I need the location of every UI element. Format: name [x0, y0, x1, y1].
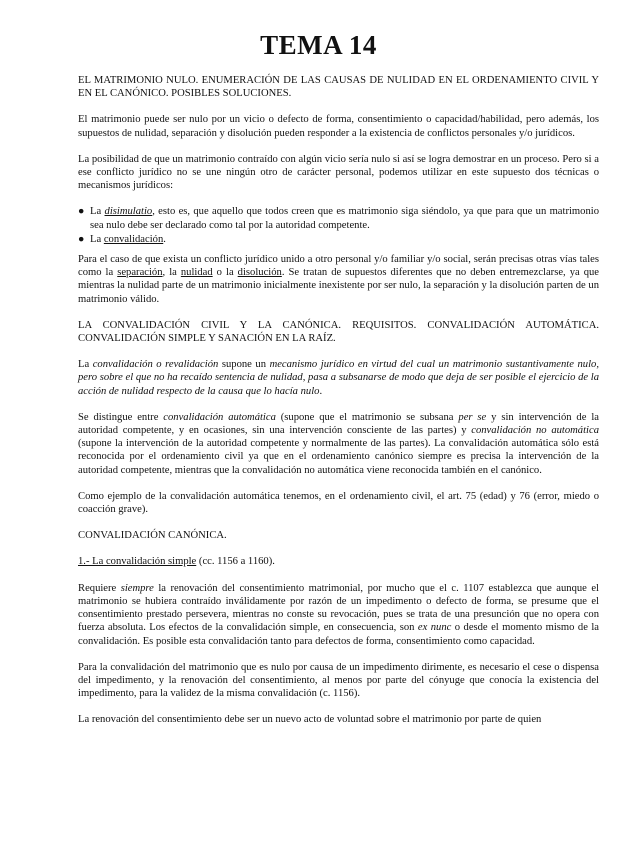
document-body [78, 74, 599, 740]
paragraph-tipos: Se distingue entre convalidación automática (supone que el matrimonio se subsana per se y sin intervención de la autoridad competente, y en ocasiones, sin una intervención consciente de las partes) y convalidación no automática (supone la intervención de la autoridad competente y normalmente de las partes). La convalidación automática sólo está reconocida por el ordenamiento civil ya que en el ordenamiento canónico siempre es precisa la intervención de la autoridad competente, mientras que la convalidación no automática viene reconocida también en el canónico. [78, 411, 599, 476]
bullet-icon: ● [78, 233, 85, 245]
paragraph-definicion: La convalidación o revalidación supone un mecanismo jurídico en virtud del cual un matrimonio sustantivamente nulo, pero sobre el que no ha recaído sentencia de nulidad, pasa a subsanarse de modo que deja de ser posible el ejercicio de la acción de nulidad respecto de la causa que lo hacía nulo. [78, 359, 599, 397]
term-nulidad: nulidad [180, 267, 213, 279]
paragraph-mecanismos: La posibilidad de que un matrimonio contraído con algún vicio sería nulo si así se logra demostrar en un proceso. Pero si a ese conflicto jurídico no se une ningún otro de carácter personal, podemos utilizar en este supuesto dos técnicas o mecanismos jurídicos: [78, 153, 599, 192]
term-disolucion: disolución [237, 267, 282, 279]
paragraph-otras-vias: Para el caso de que exista un conflicto jurídico unido a otro personal y/o familiar y/o social, serán precisas otras vías tales como la separación, la nulidad o la disolución. Se tratan de supuestos diferentes que no deben entremezclarse, ya que mientras la nulidad parte de un matrimonio inicialmente inexistente por ser nulo, la separación y la disolución parten de un matrimonio válido. [78, 254, 600, 305]
paragraph-requisitos: Requiere siempre la renovación del consentimiento matrimonial, por mucho que el c. 1107 establezca que aunque el matrimonio se hubiera contraído inválidamente por razón de un impedimento o defecto de forma, se presume que el consentimiento prestado persevera, mientras no conste su revocación, pues se trata de una presunción que no opera con fuerza absoluta. Los efectos de la convalidación simple, en consecuencia, son ex nunc o desde el momento mismo de la convalidación. Es posible esta convalidación tanto para defectos de forma, consentimiento como capacidad. [78, 582, 599, 647]
paragraph-impedimento: Para la convalidación del matrimonio que es nulo por causa de un impedimento dirimente, es necesario el cese o dispensa del impedimento, y la renovación del consentimiento, al menos por parte del cónyuge que conocía la existencia del impedimento, para la validez de la misma convalidación (c. 1156). [78, 661, 599, 700]
section-heading-convalidacion: LA CONVALIDACIÓN CIVIL Y LA CANÓNICA. REQUISITOS. CONVALIDACIÓN AUTOMÁTICA. CONVALIDACIÓN SIMPLE Y SANACIÓN EN LA RAÍZ. [78, 319, 599, 345]
section-heading-nulidad: EL MATRIMONIO NULO. ENUMERACIÓN DE LAS CAUSAS DE NULIDAD EN EL ORDENAMIENTO CIVIL Y EN EL CANÓNICO. POSIBLES SOLUCIONES. [78, 75, 599, 100]
bullet-icon: ● [78, 206, 85, 218]
page-title: TEMA 14 [260, 30, 377, 60]
list-item-convalidacion: ● La convalidación. [78, 233, 166, 245]
list-item-disimulatio: ● La disimulatio, esto es, que aquello que todos creen que es matrimonio siga siéndolo, ya que para que un matrimonio sea nulo debe ser declarado como tal por la autoridad competente. [78, 206, 599, 231]
paragraph-renovacion: La renovación del consentimiento debe ser un nuevo acto de voluntad sobre el matrimonio por parte de quien [78, 714, 542, 726]
mechanisms-list [78, 205, 599, 246]
section-heading-canonica: CONVALIDACIÓN CANÓNICA. [78, 530, 227, 542]
subheading-convalidacion-simple: 1.- La convalidación simple (cc. 1156 a 1160). [78, 556, 275, 568]
paragraph-ejemplo: Como ejemplo de la convalidación automática tenemos, en el ordenamiento civil, el art. 75 (edad) y 76 (error, miedo o coacción grave). [78, 490, 599, 516]
term-separacion: separación [117, 267, 163, 279]
paragraph-intro: El matrimonio puede ser nulo por un vicio o defecto de forma, consentimiento o capacidad/habilidad, pero además, los supuestos de nulidad, separación y disolución pueden responder a la existencia de conflictos personales y/o jurídicos. [78, 114, 599, 139]
term-disimulatio: disimulatio [104, 206, 153, 218]
term-convalidacion: convalidación [103, 233, 164, 245]
